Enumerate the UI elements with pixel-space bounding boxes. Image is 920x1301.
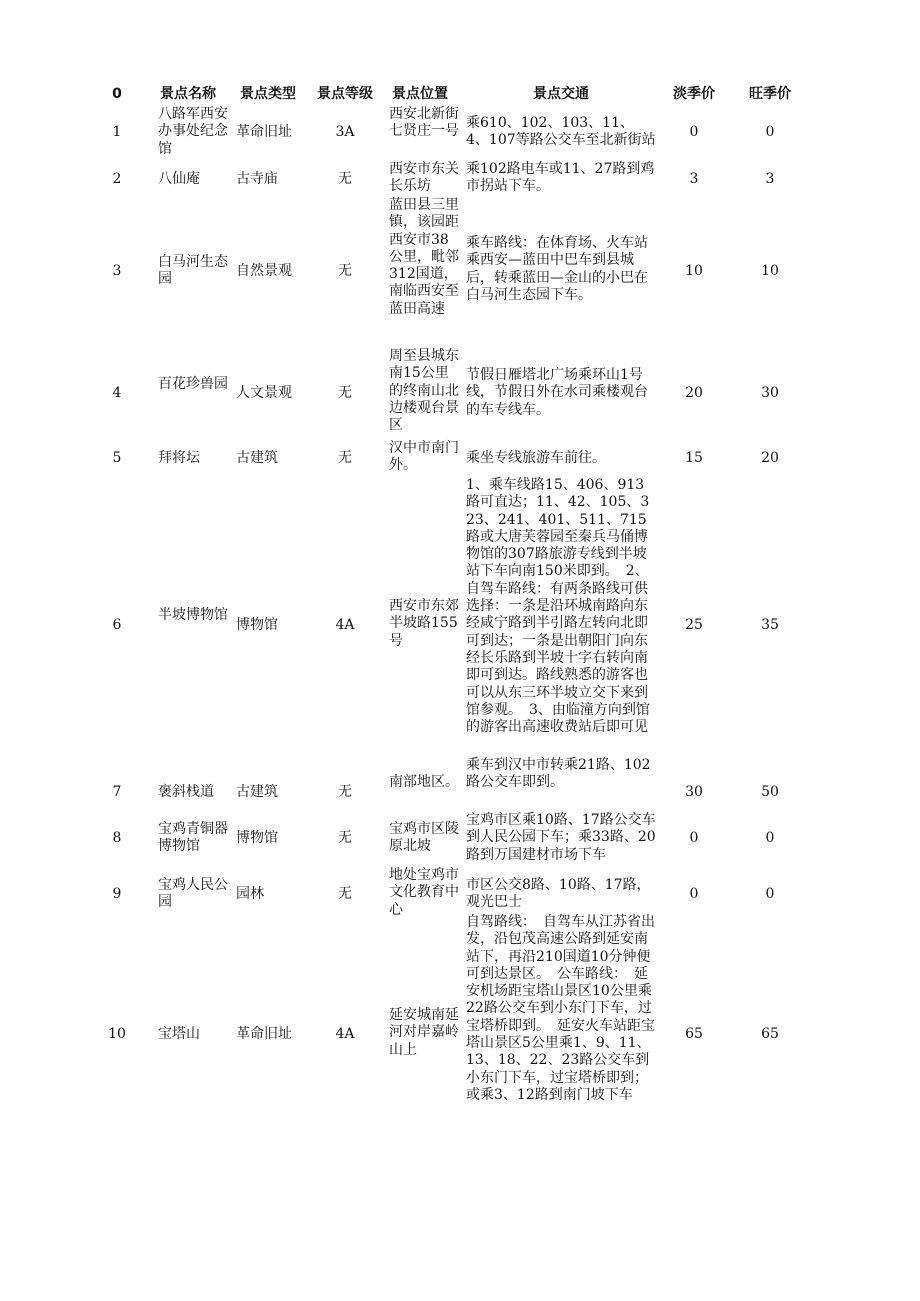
row-type: 自然景观 [236,263,292,279]
row-level: 无 [338,263,352,279]
row-low-price: 10 [685,263,703,279]
row-location: 汉中市南门外。 [389,440,459,474]
row-index: 5 [112,450,122,466]
row-index: 9 [112,886,122,902]
header-type: 景点类型 [240,86,296,102]
header-level: 景点等级 [317,86,373,102]
row-low-price: 25 [685,617,703,633]
row-location: 蓝田县三里镇，该园距西安市38公里，毗邻312国道，南临西安至蓝田高速 [389,197,459,317]
row-level: 无 [338,886,352,902]
row-index: 4 [112,385,122,401]
row-type: 革命旧址 [236,124,292,140]
row-type: 古建筑 [236,784,278,800]
header-low-price: 淡季价 [673,86,715,102]
row-low-price: 65 [685,1026,703,1042]
row-transport: 自驾路线： 自驾车从江苏省出发，沿包茂高速公路到延安南站下，再沿210国道10分钟便可到达景区。 公车路线： 延安机场距宝塔山景区10公里乘22路公交车到小东门下车，过宝塔桥即到。 延安火车站距宝塔山景区5公里乘1、9、11、13、18、22、23路公交车到小东门下车，过宝塔桥即到；或乘3、12路到南门坡下车 [466,914,655,1103]
row-index: 8 [112,830,122,846]
row-type: 古建筑 [236,450,278,466]
row-high-price: 10 [761,263,779,279]
row-level: 4A [335,617,355,633]
row-index: 1 [112,124,122,140]
row-high-price: 50 [761,784,779,800]
row-high-price: 0 [765,830,775,846]
row-transport: 宝鸡市区乘10路、17路公交车到人民公园下车；乘33路、20路到万国建材市场下车 [466,812,656,863]
row-level: 3A [335,124,355,140]
row-name: 半坡博物馆 [158,607,228,623]
row-transport: 乘坐专线旅游车前往。 [466,450,606,466]
row-high-price: 30 [761,385,779,401]
row-low-price: 0 [689,124,699,140]
row-level: 无 [338,830,352,846]
row-location: 西安北新街七贤庄一号 [389,106,459,140]
row-low-price: 20 [685,385,703,401]
row-transport: 乘车路线：在体育场、火车站乘西安—蓝田中巴车到县城后，转乘蓝田—金山的小巴在白马河生态园下车。 [466,235,648,303]
row-level: 无 [338,385,352,401]
row-high-price: 3 [765,171,775,187]
row-transport: 乘102路电车或11、27路到鸡市拐站下车。 [466,161,655,195]
header-transport: 景点交通 [533,86,589,102]
row-level: 4A [335,1026,355,1042]
row-high-price: 0 [765,124,775,140]
row-transport: 节假日雁塔北广场乘环山1号线，节假日外在水司乘楼观台的车专线车。 [466,367,648,418]
header-index: 0 [112,86,122,102]
row-location: 西安市东郊半坡路155号 [389,598,459,649]
row-name: 宝鸡人民公园 [158,877,228,911]
row-name: 褒斜栈道 [158,784,214,800]
header-location: 景点位置 [392,86,448,102]
header-high-price: 旺季价 [749,86,791,102]
row-high-price: 35 [761,617,779,633]
row-type: 园林 [236,886,264,902]
row-type: 革命旧址 [236,1026,292,1042]
row-high-price: 65 [761,1026,779,1042]
row-type: 博物馆 [236,830,278,846]
row-location: 西安市东关长乐坊 [389,161,459,195]
row-name: 八仙庵 [158,171,200,187]
row-low-price: 0 [689,886,699,902]
row-name: 宝塔山 [158,1026,200,1042]
row-low-price: 15 [685,450,703,466]
row-low-price: 3 [689,171,699,187]
row-low-price: 30 [685,784,703,800]
row-index: 7 [112,784,122,800]
row-transport: 市区公交8路、10路、17路，观光巴士 [466,877,651,911]
row-level: 无 [338,784,352,800]
row-location: 周至县城东南15公里的终南山北边楼观台景区 [389,348,459,434]
row-transport: 乘车到汉中市转乘21路、102路公交车即到。 [466,757,651,791]
row-location: 延安城南延河对岸嘉岭山上 [389,1007,459,1058]
row-location: 宝鸡市区陵原北坡 [389,821,459,855]
row-level: 无 [338,450,352,466]
row-location: 地处宝鸡市文化教育中心 [389,867,459,918]
row-index: 6 [112,617,122,633]
row-low-price: 0 [689,830,699,846]
row-type: 博物馆 [236,617,278,633]
row-name: 百花珍兽园 [158,376,228,392]
row-index: 2 [112,171,122,187]
row-high-price: 0 [765,886,775,902]
header-name: 景点名称 [160,86,216,102]
row-name: 拜将坛 [158,450,200,466]
row-transport: 1、乘车线路15、406、913路可直达；11、42、105、323、241、401、511、715路或大唐芙蓉园至秦兵马俑博物馆的307路旅游专线到半坡站下车向南150米即到。 2、自驾车路线：有两条路线可供选择：一条是沿环城南路向东经咸宁路到半引路左转向北即可到达；一条是出朝阳门向东经长乐路到半坡十字右转向南即可到达。路线熟悉的游客也可以从东三环半坡立交下来到馆参观。 3、由临潼方向到馆的游客出高速收费站后即可见 [466,477,650,736]
row-high-price: 20 [761,450,779,466]
row-level: 无 [338,171,352,187]
row-name: 八路军西安办事处纪念馆 [158,106,228,157]
row-name: 白马河生态园 [158,254,228,288]
row-name: 宝鸡青铜器博物馆 [158,821,228,855]
row-type: 人文景观 [236,385,292,401]
row-index: 3 [112,263,122,279]
row-type: 古寺庙 [236,171,278,187]
row-location: 南部地区。 [389,774,459,790]
row-index: 10 [108,1026,126,1042]
row-transport: 乘610、102、103、11、4、107等路公交车至北新街站 [466,115,656,149]
